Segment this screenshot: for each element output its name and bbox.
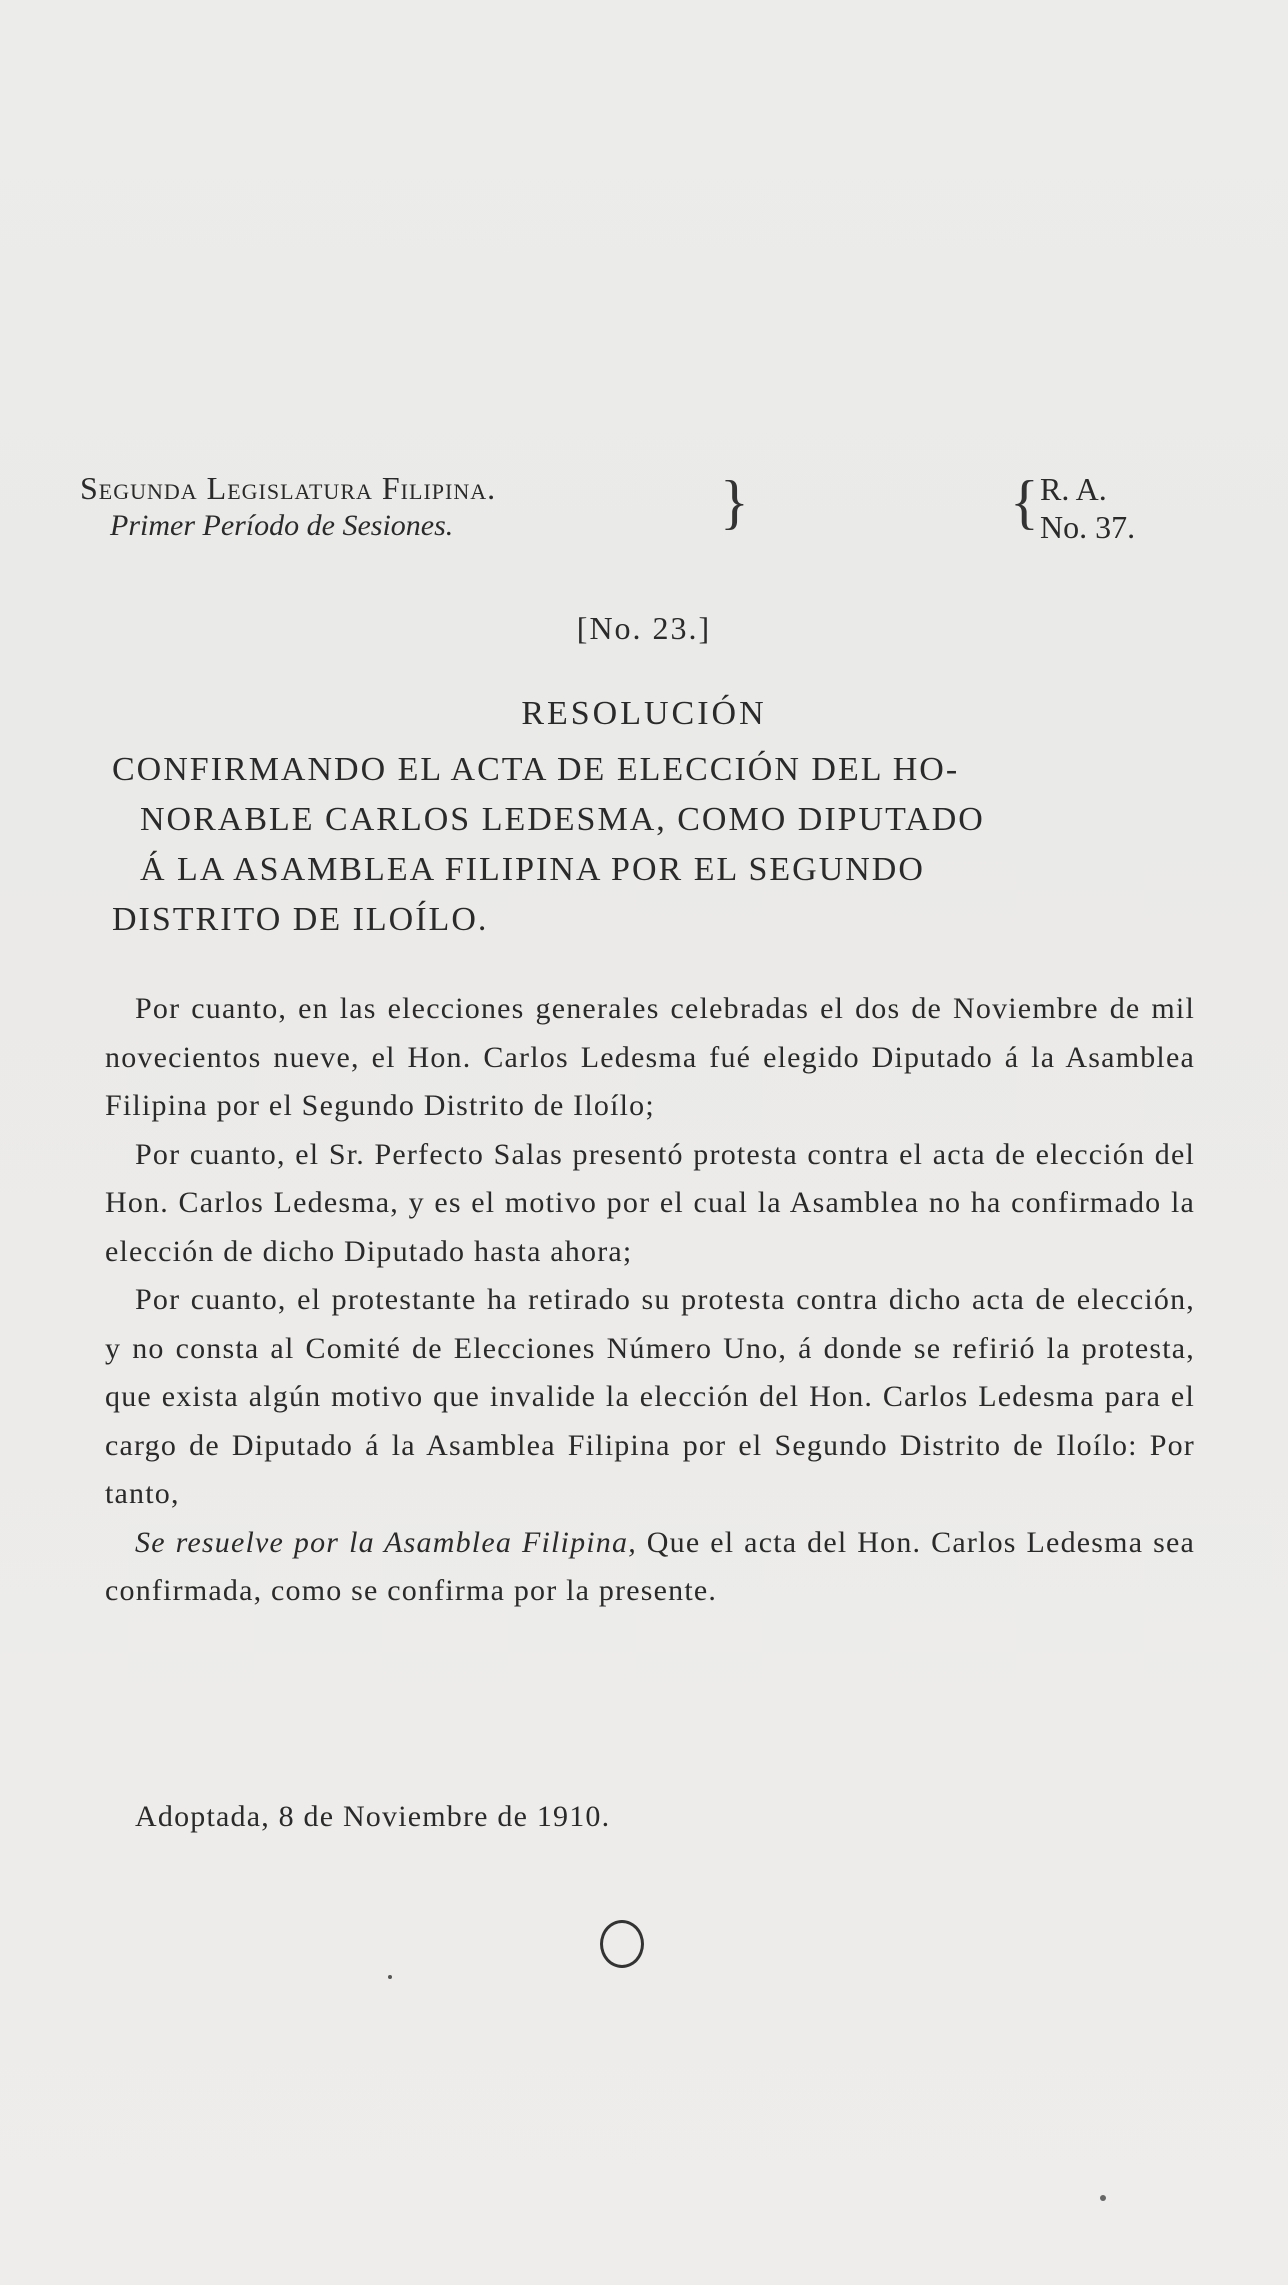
whereas-paragraph-2: Por cuanto, el Sr. Perfecto Salas presentó protesta contra el acta de elección del Hon. Carlos Ledesma, y es el motivo por el cual la Asamblea no ha confirmado la elección de dicho Diputado hasta ahora; [105,1137,1195,1268]
resolved-paragraph [105,1519,1195,1616]
reference-ra: R. A. [1040,471,1107,507]
session-period: Primer Período de Sesiones. [110,509,454,542]
header-left [80,470,760,543]
dot-mark-icon [388,1975,392,1979]
header-reference [1040,470,1190,546]
reference-number: No. 37. [1040,509,1136,545]
brace-left-icon: } [720,469,749,535]
resolved-text: Que el acta del Hon. Carlos Ledesma sea confirmada, como se confirma por la presente. [105,1525,1195,1607]
brace-right-icon: { [1010,469,1039,535]
whereas-paragraph-1: Por cuanto, en las elecciones generales celebradas el dos de Noviembre de mil novecientos nueve, el Hon. Carlos Ledesma fué elegido Diputado á la Asamblea Filipina por el Segundo Distrito de Iloílo; [105,992,1195,1122]
heading-line-3: Á LA ASAMBLEA FILIPINA POR EL SEGUNDO [140,851,925,888]
document-number: [No. 23.] [576,610,712,646]
legislature-title: Segunda Legislatura Filipina. [80,470,497,506]
resolution-heading [112,745,1192,945]
small-mark-icon [1100,2195,1106,2201]
resolution-body [105,985,1195,1616]
adoption-date: Adoptada, 8 de Noviembre de 1910. [135,1800,611,1833]
heading-line-4: DISTRITO DE ILOÍLO. [112,901,489,938]
circle-ornament-icon [600,1920,644,1968]
document-header [80,470,1190,550]
resolution-title: RESOLUCIÓN [521,695,767,732]
whereas-paragraph-3: Por cuanto, el protestante ha retirado su protesta contra dicho acta de elección, y no consta al Comité de Elecciones Número Uno, á donde se refirió la protesta, que exista algún motivo que invalide la elección del Hon. Carlos Ledesma para el cargo de Diputado á la Asamblea Filipina por el Segundo Distrito de Iloílo: Por tanto, [105,1283,1195,1510]
heading-line-1: CONFIRMANDO EL ACTA DE ELECCIÓN DEL HO- [112,751,960,788]
resolved-clause: Se resuelve por la Asamblea Filipina, [135,1525,637,1559]
heading-line-2: NORABLE CARLOS LEDESMA, COMO DIPUTADO [140,801,985,838]
